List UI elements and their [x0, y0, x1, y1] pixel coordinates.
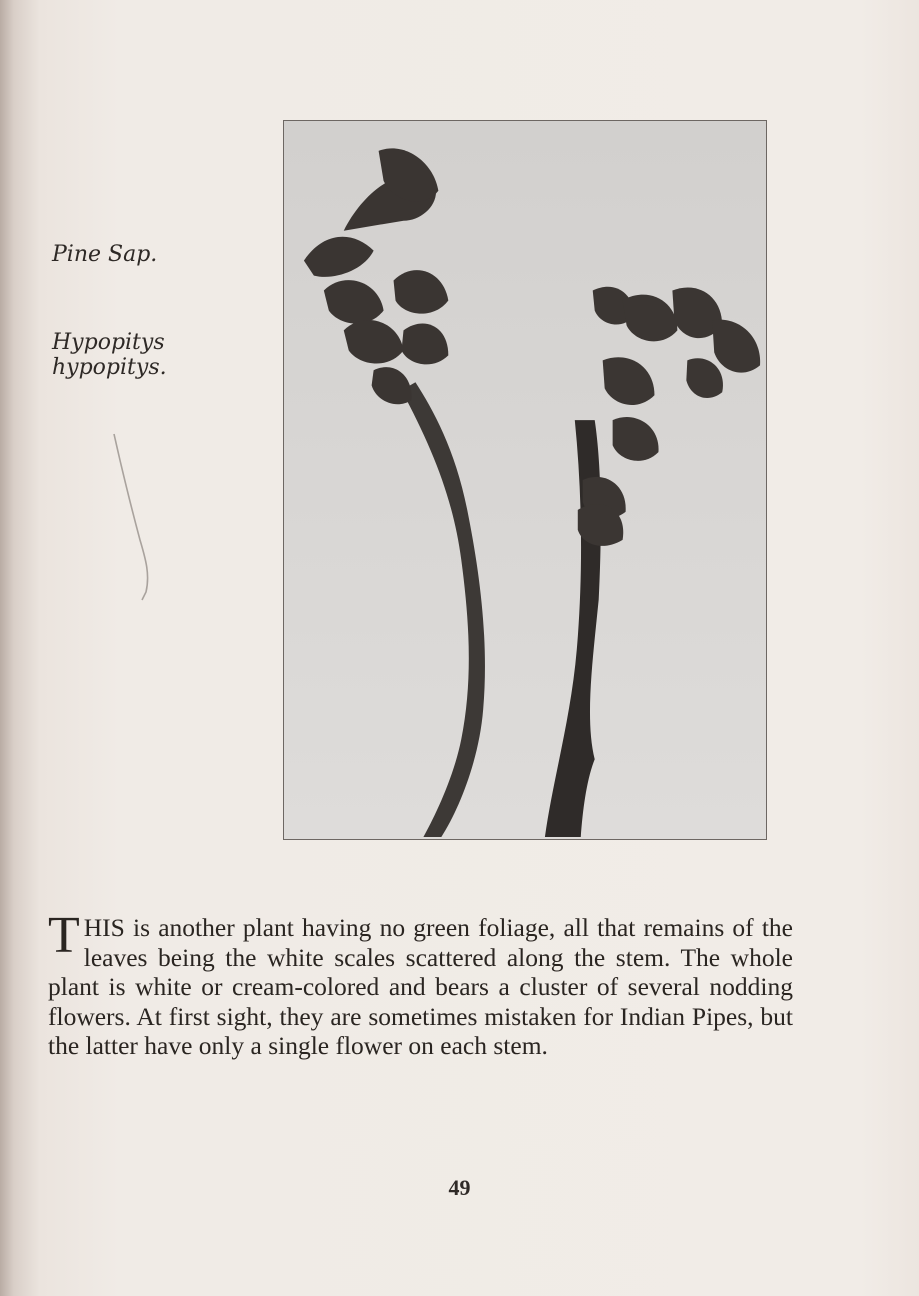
common-name-caption: Pine Sap. — [52, 242, 158, 267]
pine-sap-illustration — [284, 121, 766, 839]
pencil-mark — [108, 430, 168, 610]
page-number: 49 — [448, 1175, 471, 1200]
paragraph-text: HIS is another plant having no green foliage, all that remains of the leaves being the white scales scattered along the stem. The whole plant is white or cream-colored and bears a cluster of several nodding flowers. At first sight, they are sometimes mistaken for Indian Pipes, but the latter have only a single flower on each stem. — [48, 913, 793, 1060]
descriptive-paragraph — [48, 907, 793, 1061]
latin-name-caption: Hypopitys hypopitys. — [52, 330, 167, 380]
plant-photograph — [283, 120, 767, 840]
drop-cap: T — [48, 907, 80, 964]
